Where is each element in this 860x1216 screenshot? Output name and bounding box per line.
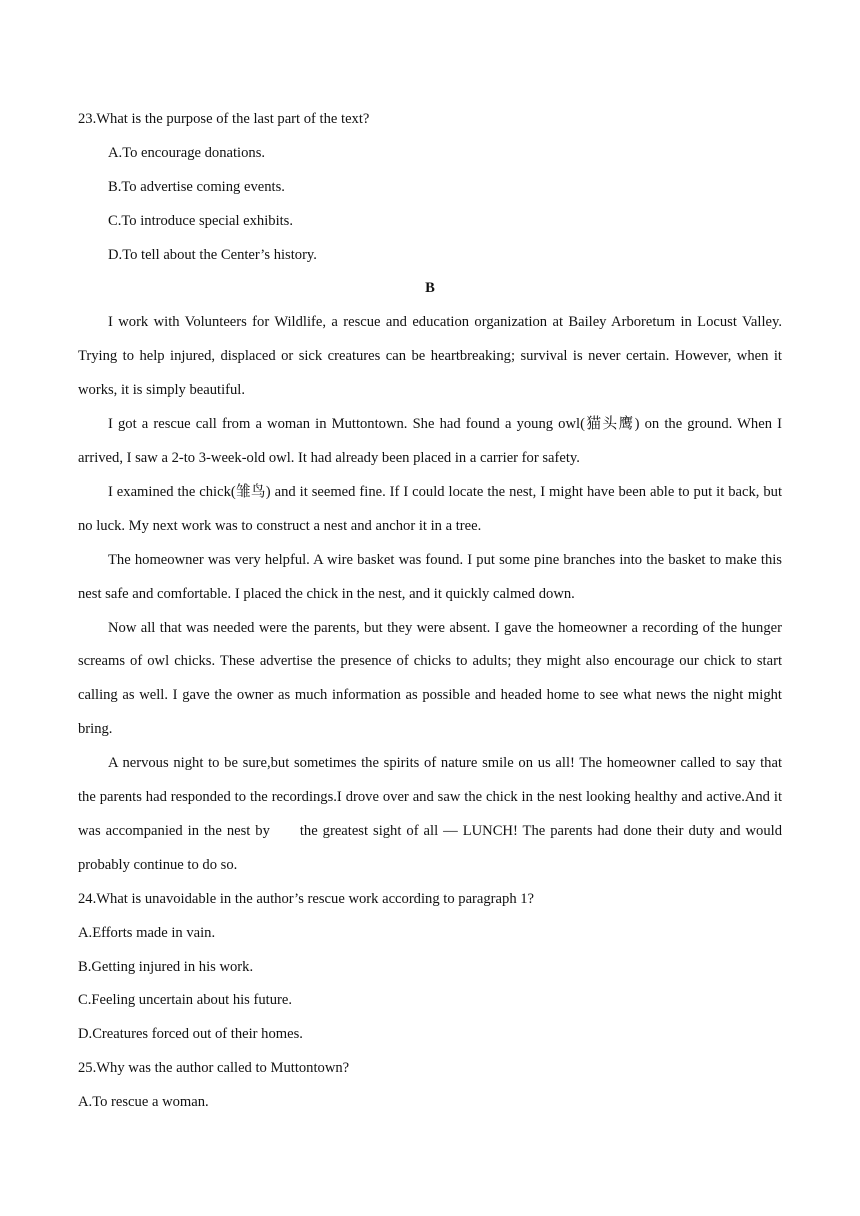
section-heading-b: B — [425, 280, 435, 297]
passage-paragraph-3: I examined the chick(雏鸟) and it seemed fine. If I could locate the nest, I might have been able to put it back, but no luck. My next work was to construct a nest and anchor it in a tree. — [78, 483, 782, 534]
q24-option-c: C.Feeling uncertain about his future. — [78, 992, 292, 1009]
passage-paragraph-4: The homeowner was very helpful. A wire basket was found. I put some pine branches into the basket to make this nest safe and comfortable. I placed the chick in the nest, and it quickly calmed down. — [78, 551, 782, 602]
q23-option-d: D.To tell about the Center’s history. — [108, 246, 317, 263]
q23-option-c: C.To introduce special exhibits. — [108, 212, 294, 229]
passage-paragraph-5: Now all that was needed were the parents, but they were absent. I gave the homeowner a recording of the hunger screams of owl chicks. These advertise the presence of chicks to adults; they might also encourage our chick to start calling as well. I gave the owner as much information as possible and headed home to see what news the night might bring. — [78, 619, 782, 738]
passage-paragraph-2: I got a rescue call from a woman in Muttontown. She had found a young owl(猫头鹰) on the ground. When I arrived, I saw a 2-to 3-week-old owl. It had already been placed in a carrier for safety. — [78, 416, 782, 466]
question-23: 23.What is the purpose of the last part of the text? — [78, 111, 370, 127]
question-25: 25.Why was the author called to Muttontown? — [78, 1060, 350, 1077]
passage-paragraph-6: A nervous night to be sure,but sometimes the spirits of nature smile on us all! The homeowner called to say that the parents had responded to the recordings.I drove over and saw the chick in the nest looking healthy and active.And it was accompanied in the nest by the greatest sight of all — LUNCH! The parents had done their duty and would probably continue to do so. — [78, 755, 786, 873]
q23-option-a: A.To encourage donations. — [108, 144, 266, 161]
q24-option-b: B.Getting injured in his work. — [78, 958, 254, 975]
passage-paragraph-1: I work with Volunteers for Wildlife, a rescue and education organization at Bailey Arboretum in Locust Valley. Trying to help injured, displaced or sick creatures can be heartbreaking; survival is never certain. However, when it works, it is simply beautiful. — [78, 314, 782, 399]
q25-option-a: A.To rescue a woman. — [78, 1094, 209, 1111]
q24-option-a: A.Efforts made in vain. — [78, 924, 216, 941]
page-content — [78, 103, 786, 1120]
q24-option-d: D.Creatures forced out of their homes. — [78, 1026, 303, 1043]
q23-option-b: B.To advertise coming events. — [108, 178, 285, 195]
question-24: 24.What is unavoidable in the author’s rescue work according to paragraph 1? — [78, 890, 535, 907]
